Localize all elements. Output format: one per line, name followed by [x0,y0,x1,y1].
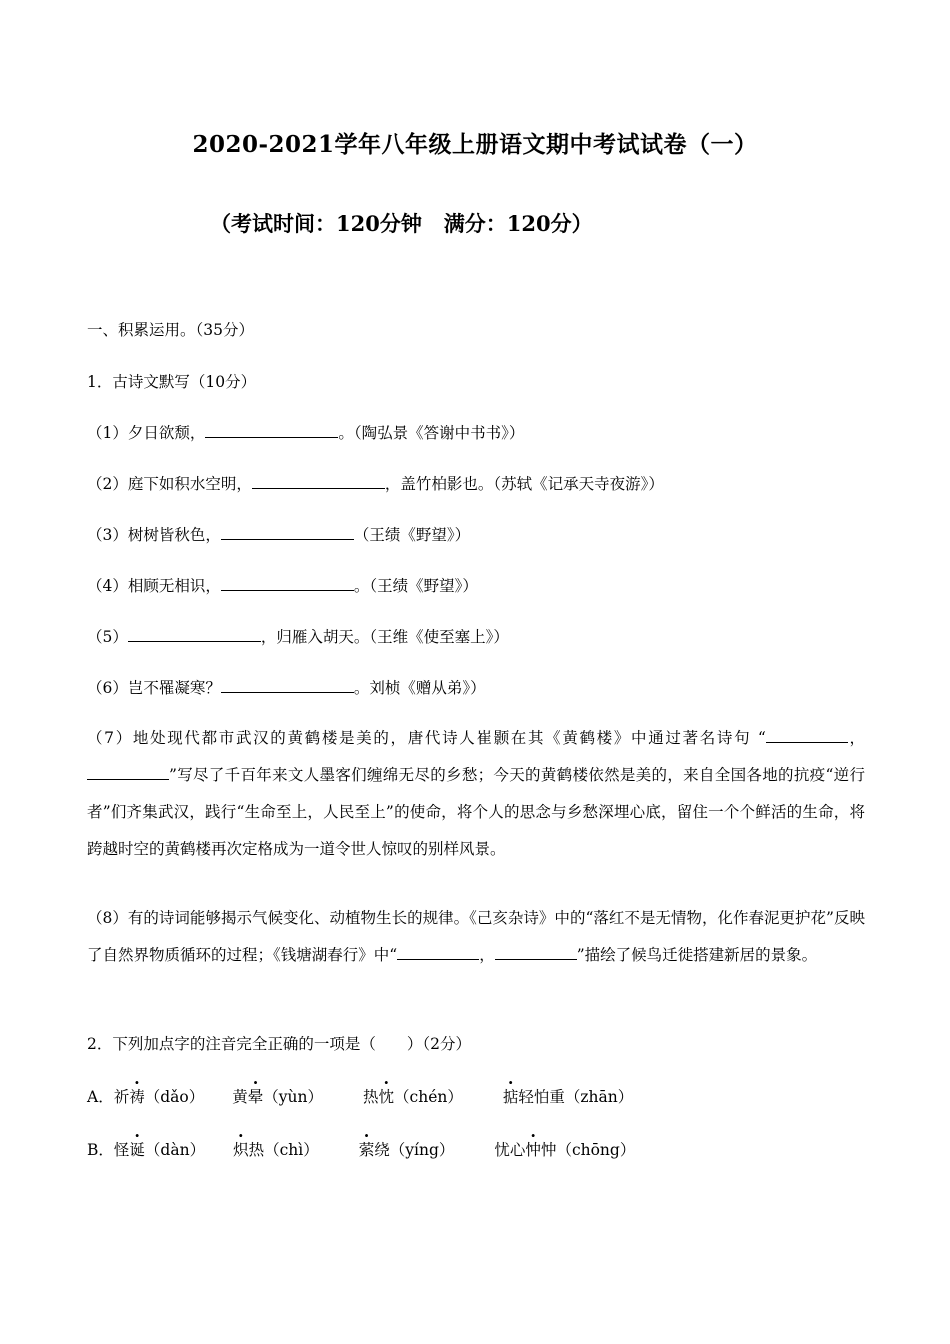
option-b-word-2 [233,1140,319,1160]
char: 忧心 [494,1141,526,1159]
poem-item-2 [87,474,664,494]
option-b-label: B． [87,1141,114,1159]
poem-item-6 [87,678,486,698]
answer-blank-1[interactable] [205,423,338,438]
poem-item-2-pre: （2）庭下如积水空明， [87,475,252,493]
dotted-char: 忱 [378,1088,395,1106]
char: 热 [363,1088,379,1106]
char: 忡 [540,1141,557,1159]
pinyin: （chì） [264,1141,319,1159]
char: 祈 [113,1088,130,1106]
dotted-char: 诞 [129,1141,145,1159]
char: 热 [248,1141,265,1159]
poem-item-6-pre: （6）岂不罹凝寒？ [87,679,221,697]
pinyin: （yùn） [263,1088,323,1106]
poem-item-4-post: 。（王绩《野望》） [353,577,478,595]
option-a-word-3 [363,1087,463,1107]
char: 绕 [374,1141,390,1159]
option-a-word-4 [503,1087,633,1107]
poem-item-1-pre: （1）夕日欲颓， [87,424,206,442]
option-b-word-3 [359,1140,455,1160]
poem-item-8-part1: （8）有的诗词能够揭示气候变化、动植物生长的规律。《己亥杂诗》中的“落红不是无情物，化作春泥更护花”反映了自然界物质循环的过程；《钱塘湖春行》中“ [87,909,865,964]
poem-item-8-part3: ”描绘了候鸟迁徙搭建新居的景象。 [576,946,818,964]
poem-item-7-part2: ， [847,729,865,747]
dotted-char: 忡 [525,1141,541,1159]
option-b[interactable] [87,1140,635,1160]
poem-item-6-post: 。刘桢《赠从弟》） [353,679,486,697]
option-a-word-2 [232,1087,323,1107]
poem-item-3-post: （王绩《野望》） [353,526,471,544]
answer-blank-3[interactable] [221,525,354,540]
answer-blank-8b[interactable] [495,945,577,960]
poem-item-1 [87,423,524,443]
exam-title: 2020-2021学年八年级上册语文期中考试试卷（一） [192,131,758,158]
answer-blank-8a[interactable] [397,945,479,960]
poem-item-7-part3: ”写尽了千百年来文人墨客们缠绵无尽的乡愁；今天的黄鹤楼依然是美的，来自全国各地的抗疫“逆行者”们齐集武汉，践行“生命至上，人民至上”的使命，将个人的思念与乡愁深埋心底，留住一个个鲜活的生命，将跨越时空的黄鹤楼再次定格成为一道令世人惊叹的别样风景。 [87,766,865,858]
poem-item-8-part2: ， [479,946,495,964]
poem-item-5-post: ，归雁入胡天。（王维《使至塞上》） [260,628,509,646]
poem-item-7 [87,720,865,868]
pinyin: （dàn） [144,1141,206,1159]
poem-item-8 [87,900,865,974]
answer-blank-7a[interactable] [766,728,848,743]
poem-item-4-pre: （4）相顾无相识， [87,577,221,595]
pinyin: （zhān） [564,1088,634,1106]
poem-item-5-pre: （5） [87,628,128,646]
poem-item-2-post: ，盖竹柏影也。（苏轼《记承天寺夜游》） [384,475,664,493]
dotted-char: 掂 [502,1088,519,1106]
exam-subtitle: （考试时间：120分钟 满分：120分） [210,211,593,236]
answer-blank-2[interactable] [252,474,385,489]
option-a-label: A． [87,1088,114,1106]
answer-blank-7b[interactable] [87,765,169,780]
answer-blank-6[interactable] [221,678,354,693]
question-1-heading: 1．古诗文默写（10分） [87,373,257,391]
char: 黄 [232,1088,248,1106]
dotted-char: 晕 [247,1088,264,1106]
section-heading-1: 一、积累运用。（35分） [87,321,254,339]
poem-item-3 [87,525,470,545]
poem-item-7-part1: （7）地处现代都市武汉的黄鹤楼是美的，唐代诗人崔颢在其《黄鹤楼》中通过著名诗句 “ [87,729,766,747]
poem-item-1-post: 。（陶弘景《答谢中书书》） [338,424,525,442]
dotted-char: 萦 [358,1141,375,1159]
dotted-char: 炽 [233,1141,249,1159]
answer-blank-5[interactable] [128,627,261,642]
pinyin: （dǎo） [144,1088,205,1106]
pinyin: （yíng） [389,1141,455,1159]
char: 轻怕重 [518,1088,565,1106]
option-a[interactable] [87,1087,633,1107]
answer-blank-4[interactable] [221,576,354,591]
dotted-char: 祷 [129,1088,145,1106]
char: 怪 [113,1141,130,1159]
poem-item-3-pre: （3）树树皆秋色， [87,526,221,544]
poem-item-5 [87,627,509,647]
pinyin: （chōng） [556,1141,636,1159]
option-b-word-4 [494,1140,635,1160]
option-a-word-1 [114,1087,205,1107]
poem-item-4 [87,576,478,596]
question-2-heading: 2．下列加点字的注音完全正确的一项是（ ）（2分） [87,1035,471,1053]
option-b-word-1 [114,1140,205,1160]
pinyin: （chén） [394,1088,463,1106]
